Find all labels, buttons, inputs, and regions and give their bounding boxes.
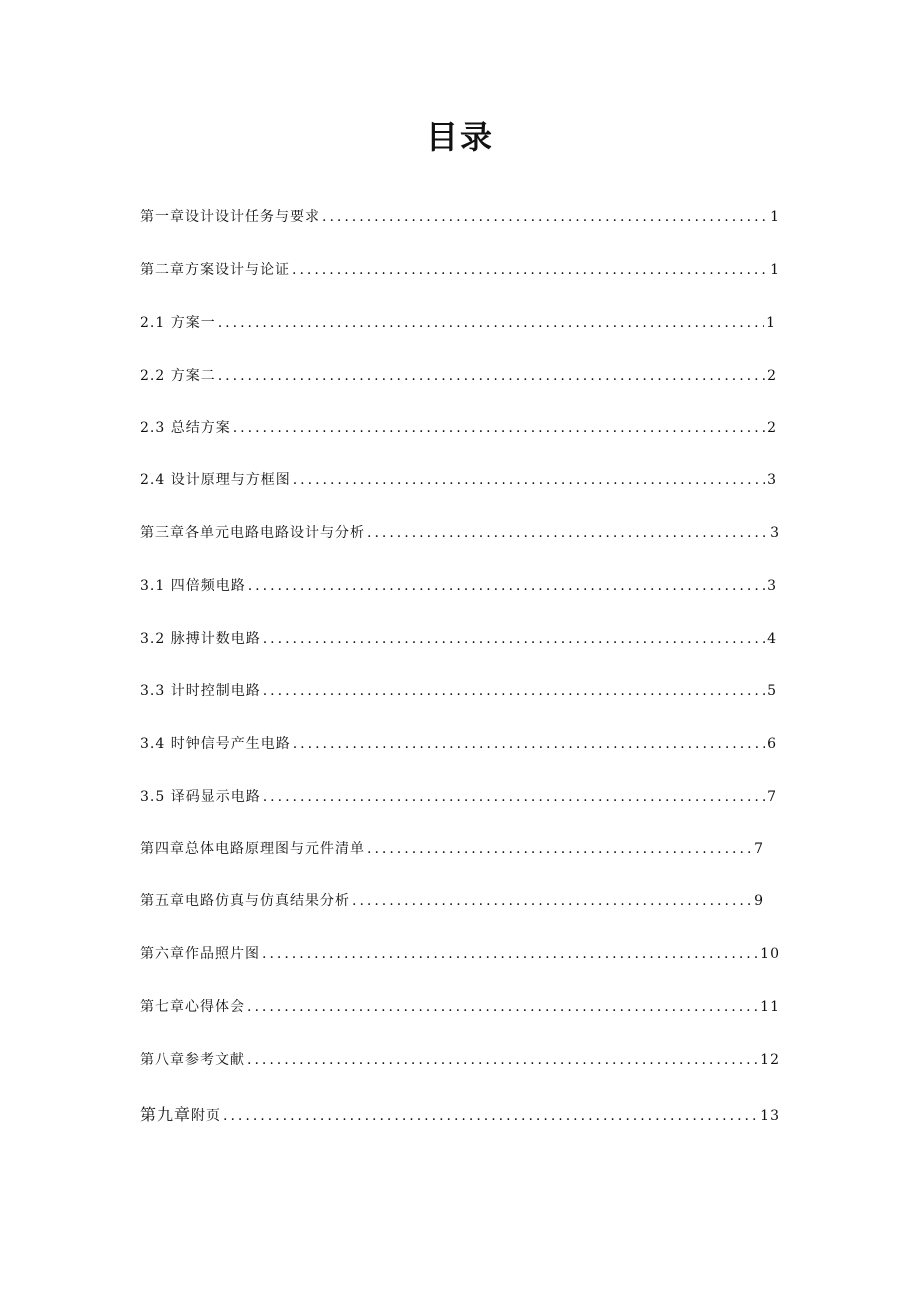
toc-chapter-label: 第八章 <box>140 1052 185 1068</box>
toc-entry-chapter-8[interactable] <box>140 1049 780 1069</box>
toc-entry-3-1[interactable] <box>140 575 777 595</box>
toc-page-number: 9 <box>754 893 764 909</box>
toc-leader-dots <box>352 893 752 909</box>
toc-entry-chapter-6[interactable] <box>140 943 780 963</box>
toc-chapter-label: 第四章 <box>140 841 185 857</box>
toc-entry-3-3[interactable] <box>140 680 777 700</box>
toc-entry-text: 2.2 方案二 <box>140 368 216 384</box>
toc-chapter-label: 第九章 <box>140 1105 192 1124</box>
toc-entry-text: 参考文献 <box>185 1052 245 1068</box>
toc-entry-text: 2.3 总结方案 <box>140 420 231 436</box>
toc-entry-3-2[interactable] <box>140 628 777 648</box>
toc-entry-chapter-2[interactable] <box>140 259 780 279</box>
toc-entry-2-1[interactable] <box>140 312 776 332</box>
toc-chapter-label: 第七章 <box>140 999 185 1015</box>
toc-page-number: 3 <box>770 525 780 541</box>
toc-entry-chapter-4[interactable] <box>140 838 764 858</box>
toc-leader-dots <box>263 631 765 647</box>
toc-entry-text: 设计设计任务与要求 <box>185 209 320 225</box>
toc-page-number: 3 <box>767 578 777 594</box>
toc-chapter-label: 第三章 <box>140 525 185 541</box>
toc-chapter-label: 第二章 <box>140 262 185 278</box>
toc-entry-text: 心得体会 <box>185 999 245 1015</box>
toc-entry-text: 总体电路原理图与元件清单 <box>185 841 365 857</box>
toc-entry-text: 电路仿真与仿真结果分析 <box>185 893 350 909</box>
toc-entry-chapter-3[interactable] <box>140 522 780 542</box>
toc-page-number: 5 <box>767 683 777 699</box>
toc-leader-dots <box>322 209 768 225</box>
toc-entry-text: 2.4 设计原理与方框图 <box>140 472 291 488</box>
toc-page-number: 4 <box>767 631 777 647</box>
toc-chapter-label: 第一章 <box>140 209 185 225</box>
toc-leader-dots <box>248 578 765 594</box>
toc-page-number: 1 <box>770 262 780 278</box>
toc-entry-2-3[interactable] <box>140 417 777 437</box>
toc-entry-chapter-1[interactable] <box>140 206 780 226</box>
toc-page-number: 7 <box>754 841 764 857</box>
toc-page-number: 2 <box>767 420 777 436</box>
toc-leader-dots <box>247 999 758 1015</box>
toc-entry-text: 3.3 计时控制电路 <box>140 683 261 699</box>
toc-page-number: 7 <box>767 789 777 805</box>
toc-leader-dots <box>292 262 768 278</box>
toc-entry-chapter-5[interactable] <box>140 890 764 910</box>
toc-entry-2-4[interactable] <box>140 469 777 489</box>
toc-page-number: 3 <box>767 472 777 488</box>
toc-leader-dots <box>223 1108 758 1124</box>
toc-entry-text: 2.1 方案一 <box>140 315 216 331</box>
toc-entry-text: 附页 <box>191 1108 222 1124</box>
toc-leader-dots <box>293 736 765 752</box>
toc-leader-dots <box>262 946 758 962</box>
toc-leader-dots <box>293 472 765 488</box>
toc-entry-text: 3.5 译码显示电路 <box>140 789 261 805</box>
toc-entry-text: 方案设计与论证 <box>185 262 290 278</box>
toc-page-number: 13 <box>760 1108 780 1124</box>
toc-page-number: 11 <box>760 999 780 1015</box>
toc-leader-dots <box>233 420 765 436</box>
toc-leader-dots <box>263 683 765 699</box>
toc-entry-chapter-9[interactable] <box>140 1102 780 1125</box>
toc-entry-chapter-7[interactable] <box>140 996 780 1016</box>
page-title: 目录 <box>425 118 494 156</box>
toc-leader-dots <box>218 368 765 384</box>
toc-entry-3-5[interactable] <box>140 786 777 806</box>
toc-entry-text: 各单元电路电路设计与分析 <box>185 525 365 541</box>
toc-leader-dots <box>263 789 765 805</box>
toc-leader-dots <box>247 1052 758 1068</box>
toc-page-number: 2 <box>767 368 777 384</box>
toc-entry-text: 作品照片图 <box>185 946 260 962</box>
toc-chapter-label: 第六章 <box>140 946 185 962</box>
toc-entry-text: 3.4 时钟信号产生电路 <box>140 736 291 752</box>
toc-page-number: 6 <box>767 736 777 752</box>
toc-page-number: 1 <box>766 315 776 331</box>
toc-leader-dots <box>367 841 752 857</box>
toc-chapter-label: 第五章 <box>140 893 185 909</box>
toc-leader-dots <box>218 315 764 331</box>
toc-page-number: 12 <box>760 1052 780 1068</box>
toc-entry-text: 3.2 脉搏计数电路 <box>140 631 261 647</box>
toc-entry-2-2[interactable] <box>140 365 777 385</box>
toc-page-number: 10 <box>760 946 780 962</box>
toc-entry-3-4[interactable] <box>140 733 777 753</box>
toc-page-number: 1 <box>770 209 780 225</box>
toc-entry-text: 3.1 四倍频电路 <box>140 578 246 594</box>
toc-leader-dots <box>367 525 768 541</box>
